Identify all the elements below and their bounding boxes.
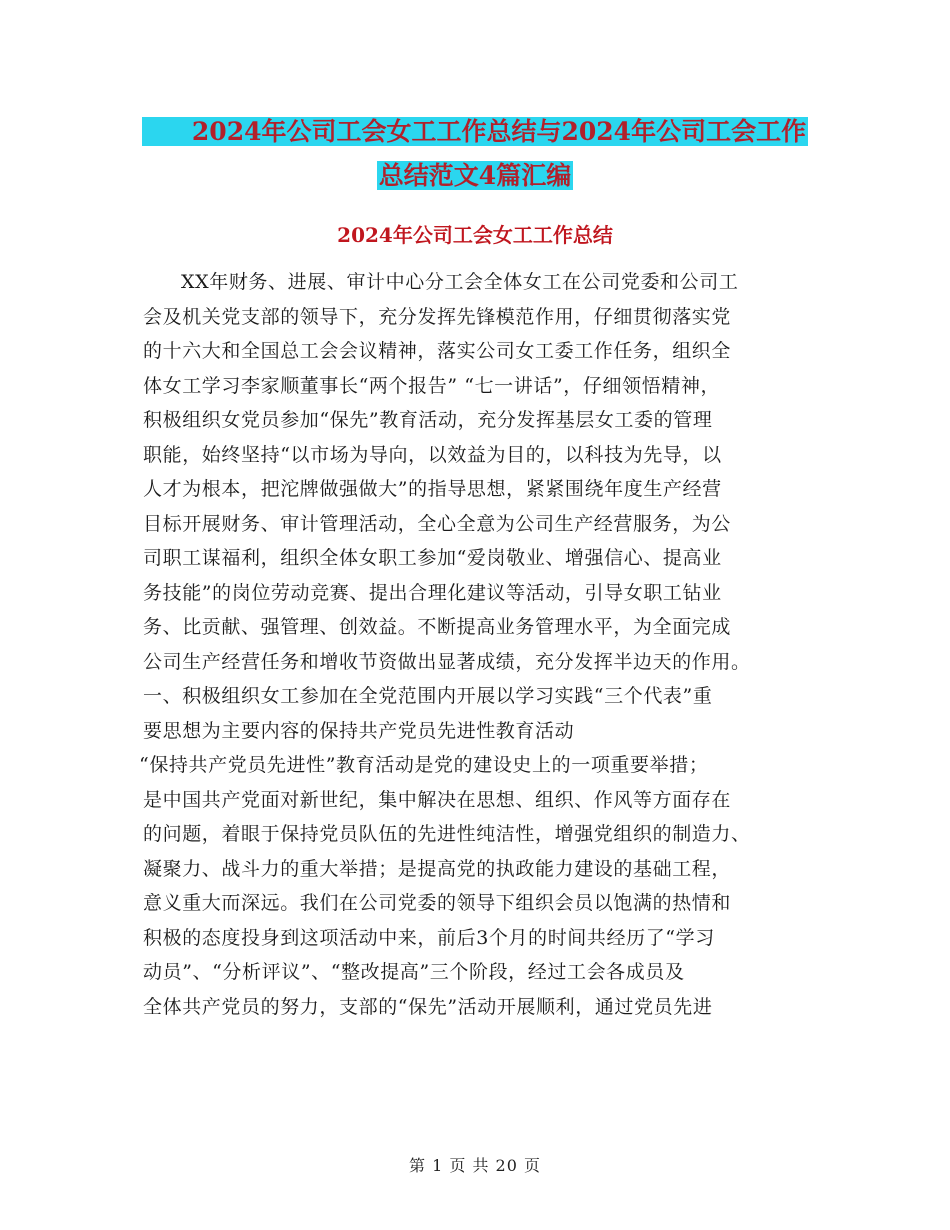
body-line: XX年财务、进展、审计中心分工会全体女工在公司党委和公司工	[181, 271, 739, 293]
body-line: 职能，始终坚持“以市场为导向，以效益为目的，以科技为先导，以	[143, 443, 722, 466]
body-line: 积极组织女党员参加“保先”教育活动，充分发挥基层女工委的管理	[143, 409, 713, 431]
body-text	[139, 265, 823, 1024]
body-line: “保持共产党员先进性”教育活动是党的建设史上的一项重要举措；	[139, 754, 709, 776]
body-line: 公司生产经营任务和增收节资做出显著成绩，充分发挥半边天的作用。	[143, 650, 751, 673]
document-title-line-2: 总结范文4篇汇编	[378, 161, 572, 190]
body-line: 人才为根本，把沱牌做强做大”的指导思想，紧紧围绕年度生产经营	[143, 478, 722, 500]
body-line: 司职工谋福利，组织全体女职工参加“爱岗敬业、增强信心、提高业	[143, 547, 722, 569]
document-title-line-1: 2024年公司工会女工工作总结与2024年公司工会工作	[142, 117, 808, 146]
page-number-footer: 第 1 页 共 20 页	[409, 1156, 541, 1175]
body-line: 积极的态度投身到这项活动中来，前后3个月的时间共经历了“学习	[143, 926, 715, 949]
document-title	[0, 110, 950, 198]
body-line: 务技能”的岗位劳动竞赛、提出合理化建议等活动，引导女职工钻业	[143, 581, 722, 604]
body-line: 意义重大而深远。我们在公司党委的领导下组织会员以饱满的热情和	[143, 892, 732, 914]
body-line: 动员”、“分析评议”、“整改提高”三个阶段，经过工会各成员及	[143, 961, 685, 983]
body-line: 务、比贡献、强管理、创效益。不断提高业务管理水平，为全面完成	[143, 616, 732, 638]
body-line: 全体共产党员的努力，支部的“保先”活动开展顺利，通过党员先进	[143, 995, 713, 1018]
section-heading-line: 一、积极组织女工参加在全党范围内开展以学习实践“三个代表”重	[143, 685, 713, 707]
section-title: 2024年公司工会女工工作总结	[337, 223, 613, 247]
body-line: 目标开展财务、审计管理活动，全心全意为公司生产经营服务，为公	[143, 512, 732, 535]
body-line: 是中国共产党面对新世纪，集中解决在思想、组织、作风等方面存在	[143, 788, 732, 811]
body-line: 的十六大和全国总工会会议精神，落实公司女工委工作任务，组织全	[143, 340, 732, 362]
body-line: 会及机关党支部的领导下，充分发挥先锋模范作用，仔细贯彻落实党	[143, 305, 732, 328]
section-heading-line: 要思想为主要内容的保持共产党员先进性教育活动	[143, 719, 575, 742]
body-line: 凝聚力、战斗力的重大举措；是提高党的执政能力建设的基础工程，	[143, 857, 732, 880]
body-line: 的问题，着眼于保持党员队伍的先进性纯洁性，增强党组织的制造力、	[143, 823, 751, 845]
body-line: 体女工学习李家顺董事长“两个报告” “七一讲话”，仔细领悟精神，	[143, 374, 721, 397]
